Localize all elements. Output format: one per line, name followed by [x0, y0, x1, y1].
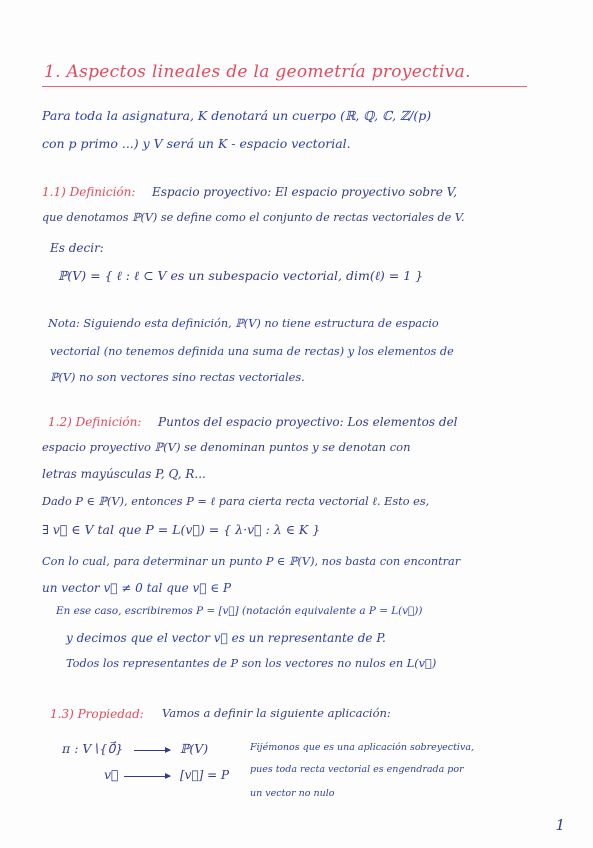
blue12-line-4: y decimos que el vector v⃗ es un representante de P.: [66, 631, 386, 645]
intro-line-1: Para toda la asignatura, K denotará un cuerpo (ℝ, ℚ, ℂ, ℤ/(p): [42, 108, 432, 123]
map-arrow-2: [124, 776, 170, 777]
def11-line-2: que denotamos ℙ(V) se define como el conjunto de rectas vectoriales de V.: [42, 211, 465, 224]
map-domain: π : V∖{0⃗}: [62, 741, 124, 756]
blue12-line-3: En ese caso, escribiremos P = [v⃗] (notación equivalente a P = L(v⃗)): [56, 605, 423, 617]
def11-line-4: ℙ(V) = { ℓ : ℓ ⊂ V es un subespacio vectorial, dim(ℓ) = 1 }: [58, 268, 424, 283]
body12-line-1: Dado P ∈ ℙ(V), entonces P = ℓ para cierta recta vectorial ℓ. Esto es,: [42, 495, 430, 508]
prop13-label: 1.3) Propiedad:: [50, 707, 144, 721]
def12-line-3: letras mayúsculas P, Q, R...: [42, 467, 206, 481]
page-title: 1. Aspectos lineales de la geometría proyectiva.: [44, 62, 471, 82]
map-image: [v⃗] = P: [180, 768, 230, 782]
def12-line-1: Puntos del espacio proyectivo: Los elementos del: [158, 415, 458, 429]
map-arrow-1: [134, 750, 170, 751]
def11-label: 1.1) Definición:: [42, 185, 136, 199]
def11-line-3: Es decir:: [50, 241, 104, 255]
def12-label: 1.2) Definición:: [48, 415, 142, 429]
sidenote-line-1: Fijémonos que es una aplicación sobreyectiva,: [250, 742, 475, 753]
blue12-line-5: Todos los representantes de P son los vectores no nulos en L(v⃗): [66, 657, 437, 670]
nota-line-3: ℙ(V) no son vectores sino rectas vectoriales.: [50, 371, 305, 384]
def11-line-1: Espacio proyectivo: El espacio proyectivo sobre V,: [152, 185, 458, 199]
blue12-line-2: un vector v⃗ ≠ 0 tal que v⃗ ∈ P: [42, 581, 232, 595]
title-underline: [42, 86, 527, 87]
prop13-text: Vamos a definir la siguiente aplicación:: [162, 706, 391, 720]
blue12-line-1: Con lo cual, para determinar un punto P ∈ ℙ(V), nos basta con encontrar: [42, 555, 461, 568]
nota-line-1: Nota: Siguiendo esta definición, ℙ(V) no tiene estructura de espacio: [48, 317, 439, 330]
page-number: 1: [555, 816, 565, 834]
intro-line-2: con p primo ...) y V será un K - espacio vectorial.: [42, 136, 351, 151]
body12-line-2: ∃ v⃗ ∈ V tal que P = L(v⃗) = { λ·v⃗ : λ ∈ K }: [42, 522, 321, 537]
map-element: v⃗: [104, 767, 119, 782]
sidenote-line-2: pues toda recta vectorial es engendrada por: [250, 764, 464, 775]
sidenote-line-3: un vector no nulo: [250, 788, 335, 799]
nota-line-2: vectorial (no tenemos definida una suma de rectas) y los elementos de: [50, 345, 454, 358]
def12-line-2: espacio proyectivo ℙ(V) se denominan puntos y se denotan con: [42, 440, 411, 454]
map-codomain: ℙ(V): [180, 741, 209, 756]
